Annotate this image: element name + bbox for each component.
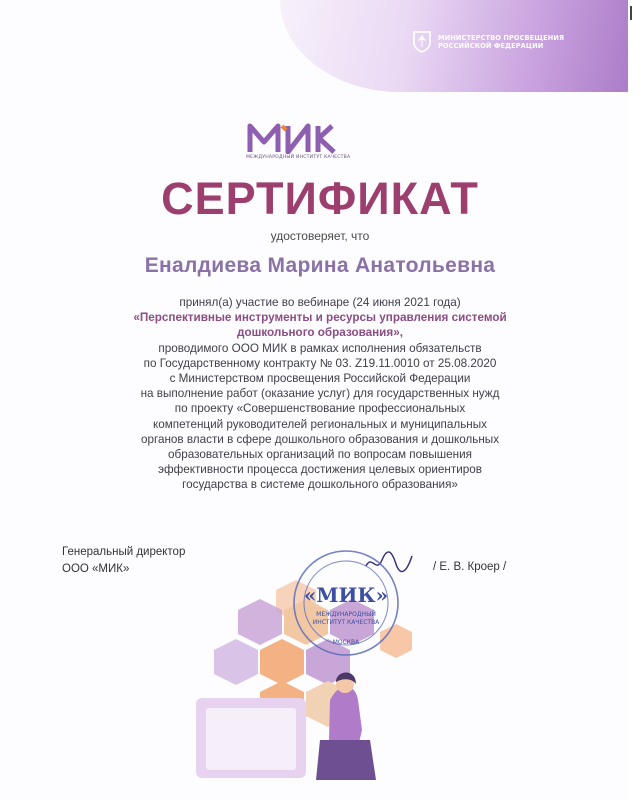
scan-margin: [628, 0, 640, 800]
body-line: по проекту «Совершенствование профессиональных: [174, 402, 466, 416]
signer-position: Генеральный директор: [62, 546, 186, 558]
stamp-center: «МИК»: [303, 583, 389, 607]
stamp-city: МОСКВА: [332, 639, 360, 646]
body-line: эффективности процесса достижения целевых ориентиров: [158, 463, 482, 477]
certificate-subtitle: удостоверяет, что: [270, 229, 370, 243]
hexagon-shape: [214, 639, 258, 685]
ministry-block: [412, 30, 564, 54]
hexagon-shape: [238, 599, 282, 645]
certificate-title: СЕРТИФИКАТ: [161, 173, 479, 224]
webinar-title-line: «Перспективные инструменты и ресурсы управления системой: [133, 311, 507, 325]
body-line: по Государственному контракту № 03. Z19.11.0010 от 25.08.2020: [143, 356, 497, 370]
ministry-emblem-icon: [412, 30, 432, 54]
body-line: образовательных организаций по вопросам повышения: [168, 448, 472, 462]
body-line: государства в системе дошкольного образования»: [182, 478, 458, 492]
stamp-line2: ИНСТИТУТ КАЧЕСТВА: [312, 619, 380, 626]
body-line: принял(а) участие во вебинаре (24 июня 2021 года): [179, 296, 461, 309]
ministry-name: [438, 34, 564, 50]
body-line: на выполнение работ (оказание услуг) для государственных нужд: [140, 387, 500, 401]
signer-company: ООО «МИК»: [62, 563, 130, 575]
scan-mark: [630, 6, 632, 20]
certificate-body: [56, 295, 584, 493]
recipient-name: Еналдиева Марина Анатольевна: [144, 254, 496, 277]
logo-caption: МЕЖДУНАРОДНЫЙ ИНСТИТУТ КАЧЕСТВА: [246, 155, 351, 160]
illustration-screen-inner: [206, 708, 296, 770]
mik-logo-icon: [246, 122, 346, 154]
stamp-line1: МЕЖДУНАРОДНЫЙ: [316, 611, 376, 618]
signer-name: / Е. В. Кроер /: [433, 561, 507, 573]
signer-block: [62, 544, 185, 578]
body-line: с Министерством просвещения Российской Федерации: [169, 372, 471, 386]
illustration-skirt: [316, 740, 376, 780]
company-stamp: [286, 548, 406, 658]
webinar-title-line: дошкольного образования»,: [237, 326, 403, 340]
ministry-name-line2: РОССИЙСКОЙ ФЕДЕРАЦИИ: [438, 42, 544, 50]
body-line: проводимого ООО МИК в рамках исполнения обязательств: [158, 341, 482, 355]
mik-logo: [246, 122, 366, 160]
ministry-name-line1: МИНИСТЕРСТВО ПРОСВЕЩЕНИЯ: [438, 34, 565, 42]
body-line: органов власти в сфере дошкольного образования и дошкольных: [140, 432, 500, 446]
body-line: компетенций руководителей региональных и муниципальных: [153, 417, 487, 431]
